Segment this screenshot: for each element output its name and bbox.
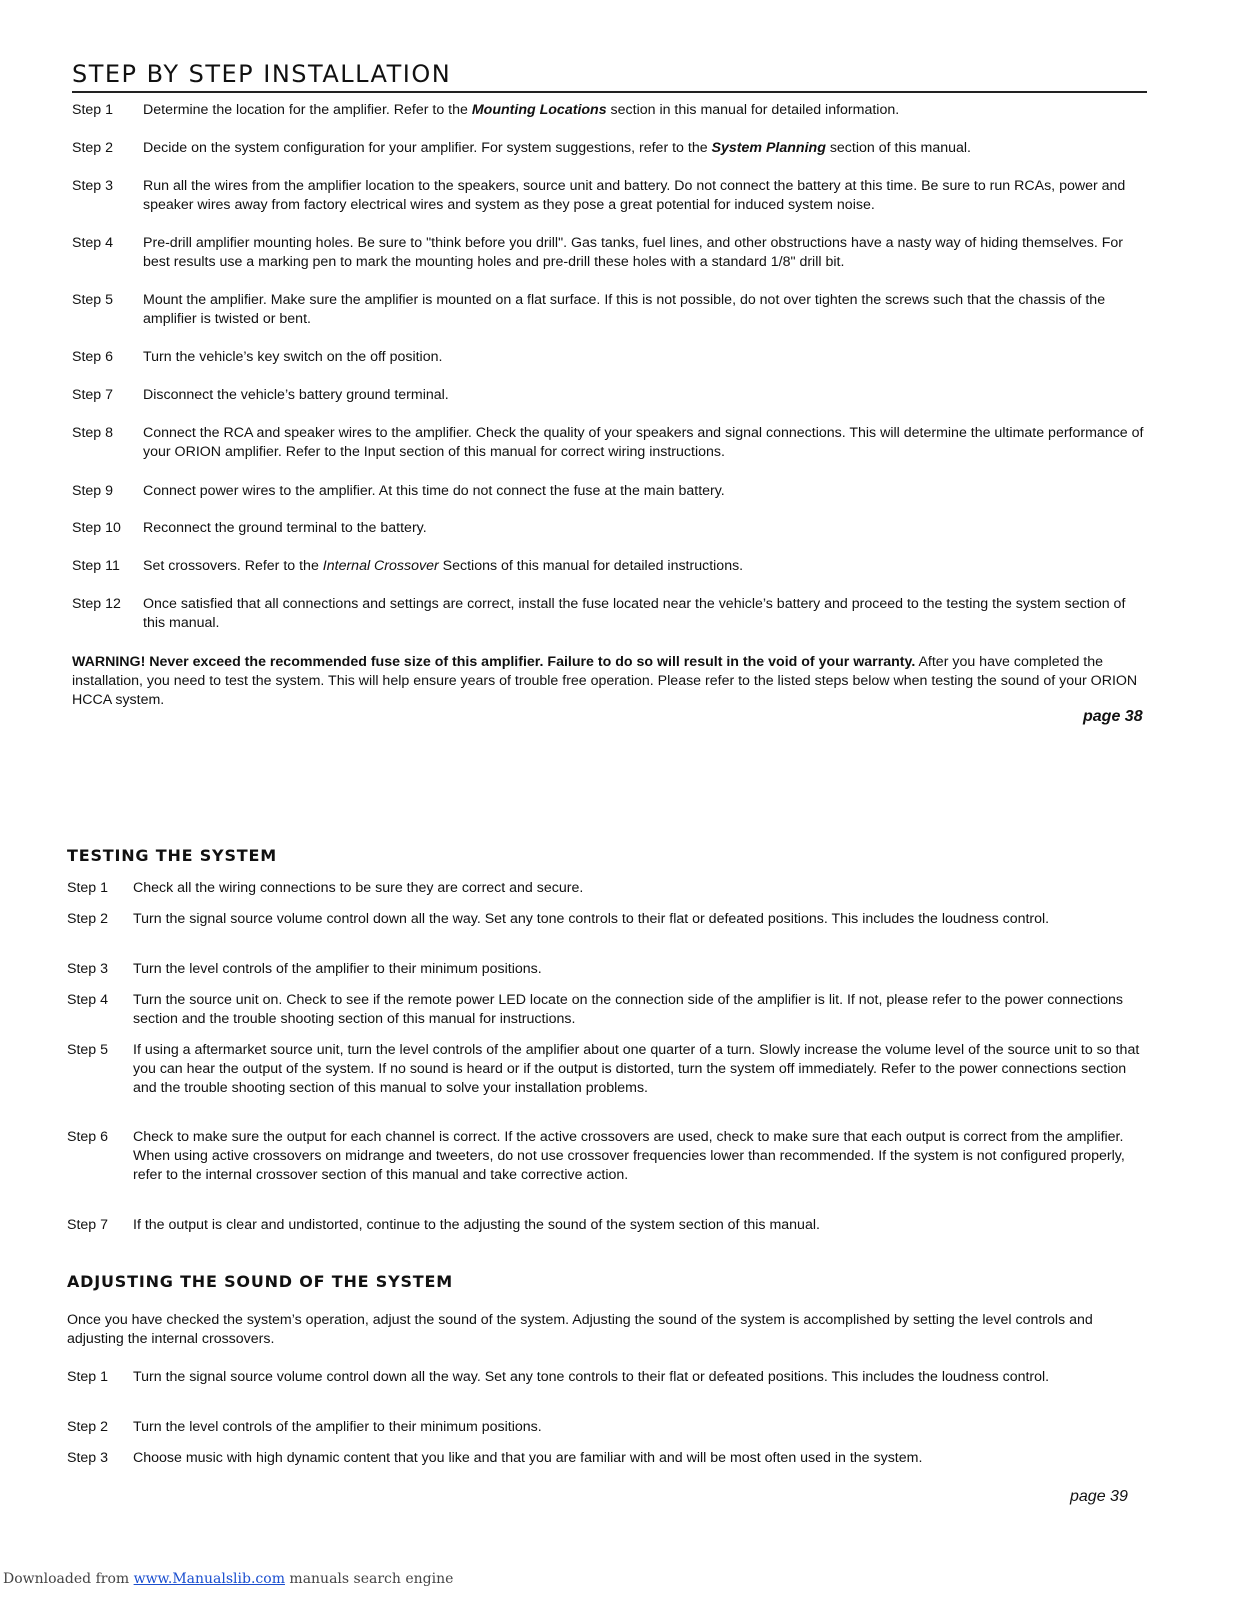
step-text [143, 291, 1147, 329]
text-run: Check all the wiring connections to be sure they are correct and secure. [133, 880, 584, 896]
step-text [133, 1128, 1147, 1185]
step-text [143, 139, 1147, 158]
download-footer [3, 1571, 453, 1587]
text-run: Turn the signal source volume control down all the way. Set any tone controls to their flat or defeated positions. This includes the loudness control. [133, 911, 1050, 927]
text-run: Disconnect the vehicle’s battery ground terminal. [143, 387, 449, 403]
text-run: If using a aftermarket source unit, turn the level controls of the amplifier about one quarter of a turn. Slowly increase the volume level of the source unit to so that you can hear the output of the system. If no sound is heard or if the output is distorted, turn the system off immediately. Refer to the power connections section and the trouble shooting section of this manual to solve your installation problems. [133, 1042, 1140, 1096]
step-text [143, 177, 1147, 215]
step-text [133, 1449, 1147, 1468]
step-text [133, 1418, 1147, 1437]
step-text [133, 991, 1147, 1029]
step-number: Step 3 [67, 961, 109, 977]
text-run: Check to make sure the output for each channel is correct. If the active crossovers are used, check to make sure that each output is correct from the amplifier. When using active crossovers on midrange and tweeters, do not use crossover frequencies lower than recommended. If the system is not configured properly, refer to the internal crossover section of this manual and take corrective action. [133, 1129, 1125, 1183]
step-number: Step 8 [72, 425, 114, 441]
footer-prefix: Downloaded from [3, 1571, 134, 1587]
text-run: Turn the signal source volume control down all the way. Set any tone controls to their flat or defeated positions. This includes the loudness control. [133, 1369, 1050, 1385]
step-text [143, 482, 1147, 501]
adjusting-intro: Once you have checked the system’s operation, adjust the sound of the system. Adjusting the sound of the system is accomplished by setting the level controls and adjusting the internal crossovers. [67, 1312, 1093, 1347]
text-run: WARNING! Never exceed the recommended fuse size of this amplifier. Failure to do so will result in the void of your warranty. [72, 654, 916, 670]
step-number: Step 2 [72, 140, 114, 156]
text-run: Sections of this manual for detailed instructions. [438, 558, 744, 574]
text-run: Decide on the system configuration for your amplifier. For system suggestions, refer to the [143, 140, 712, 156]
text-run: Run all the wires from the amplifier location to the speakers, source unit and battery. Do not connect the battery at this time. Be sure to run RCAs, power and speaker wires away from factory electrical wires and system as they pose a great potential for induced system noise. [143, 178, 1126, 213]
text-run: Mounting Locations [471, 102, 607, 118]
text-run: System Planning [711, 140, 826, 156]
text-run: After you have completed the installation, you need to test the system. This will help ensure years of trouble free operation. Please refer to the listed steps below when testing the sound of your ORION HCCA system. [72, 654, 1138, 708]
text-run: Connect power wires to the amplifier. At this time do not connect the fuse at the main battery. [143, 483, 725, 499]
text-run: Internal Crossover [322, 558, 439, 574]
step-text [143, 595, 1147, 633]
text-run: Connect the RCA and speaker wires to the amplifier. Check the quality of your speakers and signal connections. This will determine the ultimate performance of your ORION amplifier. Refer to the Input section of this manual for correct wiring instructions. [143, 425, 1144, 460]
step-number: Step 3 [72, 178, 114, 194]
step-number: Step 4 [72, 235, 114, 251]
step-text [143, 234, 1147, 272]
text-run: Pre-drill amplifier mounting holes. Be sure to "think before you drill". Gas tanks, fuel lines, and other obstructions have a nasty way of hiding themselves. For best results use a marking pen to mark the mounting holes and pre-drill these holes with a standard 1/8" drill bit. [143, 235, 1124, 270]
adjusting-title: ADJUSTING THE SOUND OF THE SYSTEM [67, 1272, 453, 1291]
step-text [143, 424, 1147, 462]
page-number-38: page 38 [1083, 708, 1143, 725]
warning-paragraph [72, 653, 1147, 710]
text-run: Set crossovers. Refer to the [143, 558, 323, 574]
step-number: Step 7 [72, 387, 114, 403]
step-number: Step 12 [72, 596, 121, 612]
page-number-39: page 39 [1070, 1488, 1128, 1505]
text-run: If the output is clear and undistorted, continue to the adjusting the sound of the system section of this manual. [133, 1217, 820, 1233]
step-number: Step 1 [72, 102, 114, 118]
step-text [133, 1041, 1147, 1098]
text-run: Turn the vehicle’s key switch on the off position. [143, 349, 443, 365]
text-run: section in this manual for detailed information. [606, 102, 900, 118]
testing-title: TESTING THE SYSTEM [67, 846, 277, 865]
text-run: Turn the level controls of the amplifier to their minimum positions. [133, 1419, 542, 1435]
step-number: Step 3 [67, 1450, 109, 1466]
text-run: Turn the level controls of the amplifier to their minimum positions. [133, 961, 542, 977]
text-run: Once satisfied that all connections and settings are correct, install the fuse located near the vehicle’s battery and proceed to the testing the system section of this manual. [143, 596, 1126, 631]
manualslib-link[interactable]: www.Manualslib.com [133, 1571, 285, 1587]
text-run: Determine the location for the amplifier. Refer to the [143, 102, 472, 118]
step-number: Step 10 [72, 520, 121, 536]
step-number: Step 5 [67, 1042, 109, 1058]
step-text [143, 386, 1147, 405]
step-number: Step 6 [72, 349, 114, 365]
step-number: Step 2 [67, 911, 109, 927]
footer-suffix: manuals search engine [284, 1571, 454, 1587]
step-number: Step 11 [72, 558, 120, 574]
step-number: Step 4 [67, 992, 109, 1008]
step-number: Step 6 [67, 1129, 109, 1145]
step-number: Step 5 [72, 292, 114, 308]
step-text [133, 960, 1147, 979]
step-number: Step 1 [67, 1369, 109, 1385]
text-run: Mount the amplifier. Make sure the amplifier is mounted on a flat surface. If this is not possible, do not over tighten the screws such that the chassis of the amplifier is twisted or bent. [143, 292, 1106, 327]
text-run: Turn the source unit on. Check to see if the remote power LED locate on the connection side of the amplifier is lit. If not, please refer to the power connections section and the trouble shooting section of this manual for instructions. [133, 992, 1123, 1027]
text-run: Choose music with high dynamic content that you like and that you are familiar with and will be most often used in the system. [133, 1450, 923, 1466]
text-run: section of this manual. [825, 140, 971, 156]
step-number: Step 1 [67, 880, 109, 896]
step-text [143, 348, 1147, 367]
step-text [143, 101, 1147, 120]
step-text [133, 910, 1147, 929]
installation-title: STEP BY STEP INSTALLATION [72, 60, 452, 88]
step-text [143, 519, 1147, 538]
step-text [133, 1216, 1147, 1235]
title-rule [72, 91, 1147, 93]
step-number: Step 7 [67, 1217, 109, 1233]
text-run: Reconnect the ground terminal to the battery. [143, 520, 427, 536]
step-text [143, 557, 1147, 576]
step-text [133, 1368, 1147, 1387]
step-number: Step 9 [72, 483, 114, 499]
step-text [133, 879, 1147, 898]
step-number: Step 2 [67, 1419, 109, 1435]
